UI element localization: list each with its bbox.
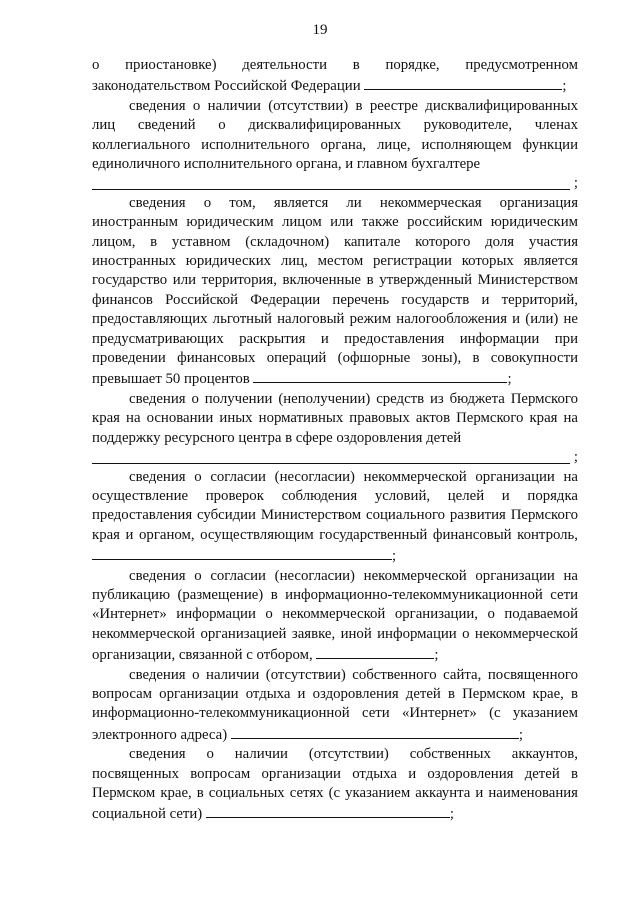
paragraph-foreign-entity [92, 194, 578, 390]
paragraph-end: ; [507, 371, 512, 388]
paragraph-end: ; [434, 647, 439, 664]
blank-field [316, 644, 434, 659]
paragraph-end: ; [449, 806, 455, 823]
paragraph-text: сведения о согласии (несогласии) некоммерческой организации на осуществление проверок соблюдения условий, целей и порядка предоставления субсидии Министерством социального развития Пермского края и органом, осуществляющим государственный финансовый контроль, [92, 468, 578, 543]
paragraph-own-website [92, 666, 578, 746]
paragraph-suspension [92, 56, 578, 97]
paragraph-text: о приостановке) деятельности в порядке, предусмотренном законодательством Российской Федерации [92, 57, 578, 95]
blank-field-line [92, 448, 578, 467]
paragraph-end: ; [573, 449, 578, 466]
paragraph-end: ; [573, 175, 578, 192]
paragraph-text: сведения о наличии (отсутствии) в реестре дисквалифицированных лиц сведений о дисквалифицированных руководителе, членах коллегиального исполнительного органа, лице, исполняющем функции единоличного исполнительного органа, и главном бухгалтере [92, 97, 578, 173]
paragraph-end: ; [518, 726, 524, 743]
paragraph-end: ; [562, 78, 567, 95]
blank-field-line [92, 174, 578, 193]
paragraph-text: сведения о наличии (отсутствии) собственных аккаунтов, посвященных вопросам организации отдыха и оздоровления детей в Пермском крае, в социальных сетях (с указанием аккаунта и наименования социальной сети) [92, 746, 578, 823]
blank-field [231, 724, 519, 739]
page-number: 19 [312, 22, 328, 38]
paragraph-text: сведения о наличии (отсутствии) собственного сайта, посвященного вопросам организации отдыха и оздоровления детей в Пермском крае, в информационно-телекоммуникационной сети «Интернет» (с указанием электронного адреса) [92, 666, 578, 743]
paragraph-text: сведения о том, является ли некоммерческая организация иностранным юридическим лицом или также российским юридическим лицом, в уставном (складочном) капитале которого доля участия иностранных юридических лиц, местом регистрации которых является государство или территория, включенные в утвержденный Министерством финансов Российской Федерации перечень государств и территорий, предоставляющих льготный налоговый режим налогообложения и (или) не предусматривающих раскрытия и предоставления информации при проведении финансовых операций (офшорные зоны), в совокупности превышает 50 процентов [92, 194, 578, 388]
blank-field [364, 75, 562, 90]
paragraph-text: сведения о получении (неполучении) средств из бюджета Пермского края на основании иных нормативных правовых актов Пермского края на поддержку ресурсного центра в сфере оздоровления детей [92, 390, 578, 446]
blank-field [253, 368, 507, 383]
paragraph-budget-funds [92, 390, 578, 448]
paragraph-text: сведения о согласии (несогласии) некоммерческой организации на публикацию (размещение) в информационно-телекоммуникационной сети «Интернет» информации о некоммерческой организации, о подаваемой некоммерческой организацией заявке, иной информации о некоммерческой организации, связанной с отбором, [92, 567, 578, 664]
blank-field [206, 803, 450, 818]
paragraph-publication-consent [92, 567, 578, 666]
paragraph-end: ; [392, 548, 397, 565]
document-body [92, 56, 578, 825]
paragraph-social-accounts [92, 745, 578, 825]
paragraph-inspection-consent [92, 468, 578, 567]
blank-field [92, 545, 392, 560]
paragraph-disqualified-registry [92, 97, 578, 175]
